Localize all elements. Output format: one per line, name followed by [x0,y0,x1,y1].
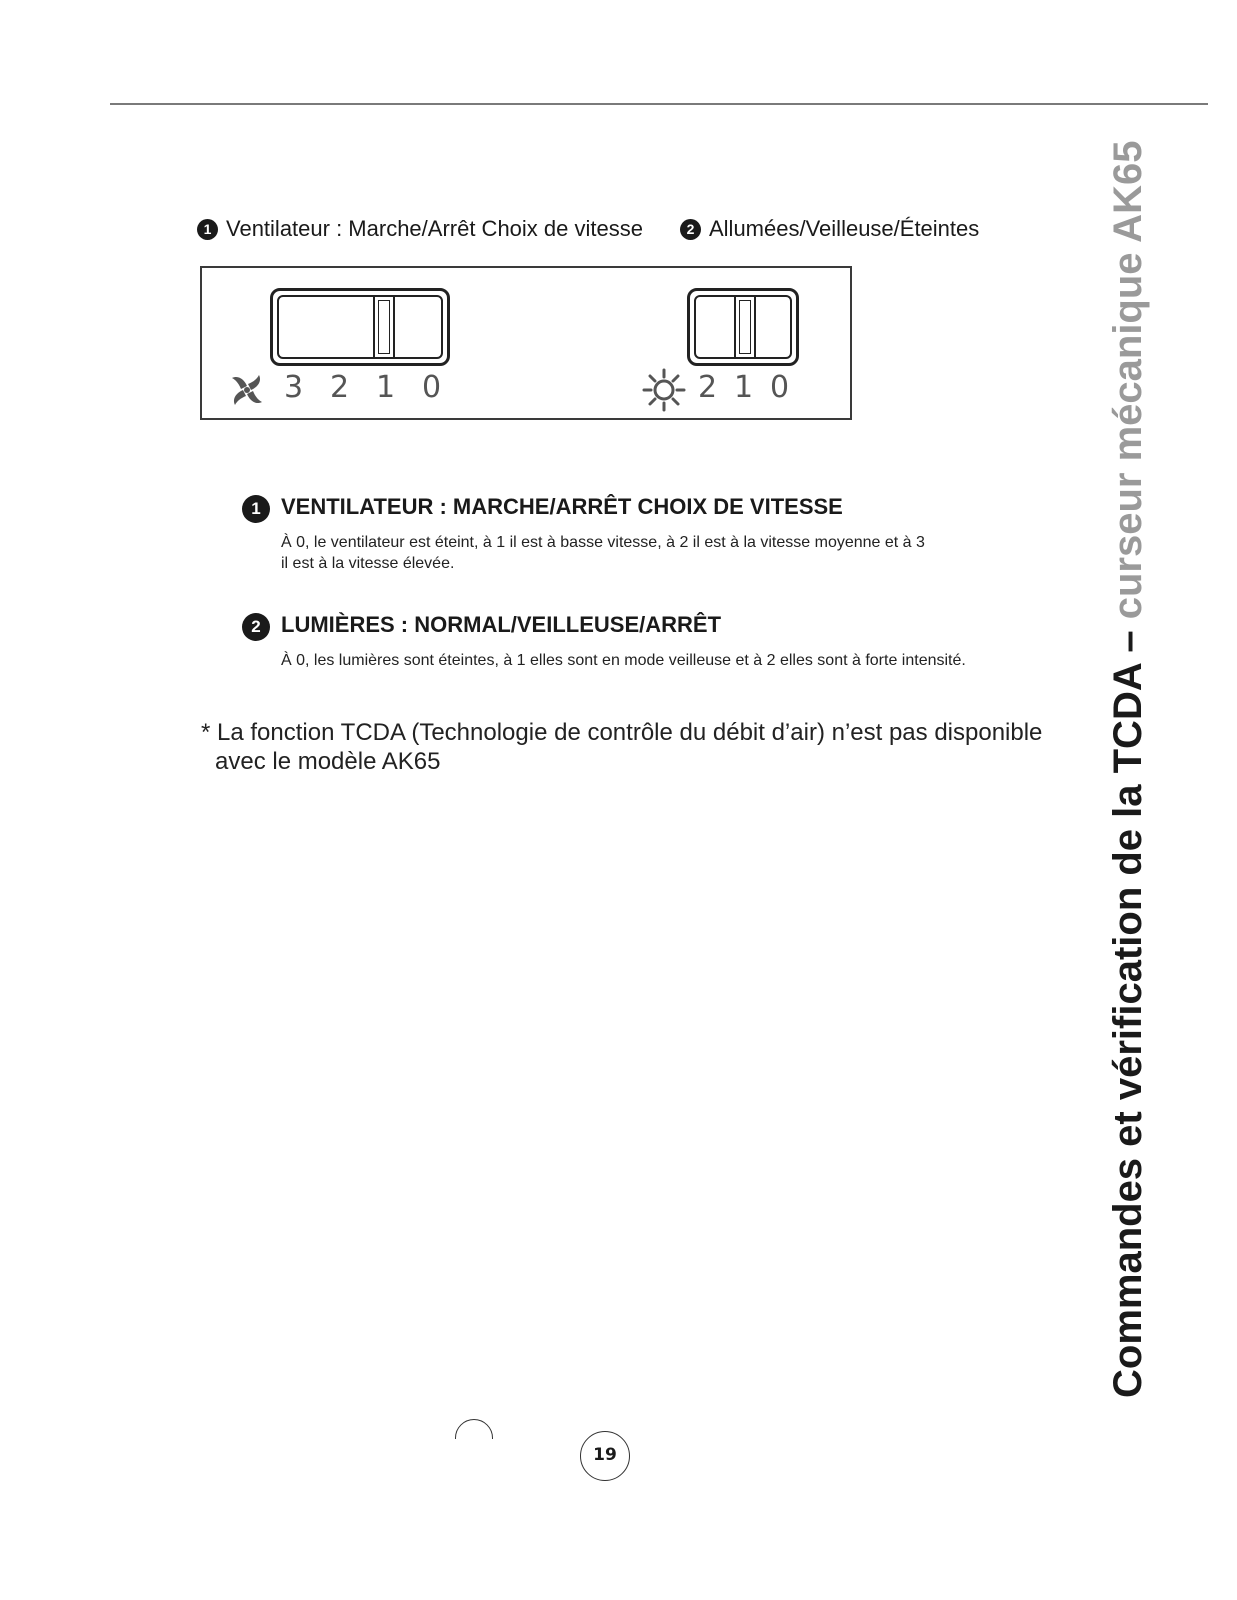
legend-label: Ventilateur : Marche/Arrêt Choix de vitesse [226,216,643,241]
side-title-sub: curseur mécanique AK65 [1106,140,1150,620]
slider-knob[interactable] [373,295,395,359]
footnote-line: avec le modèle AK65 [215,748,441,775]
legend-item-lights [680,215,979,243]
number-badge: 2 [242,613,270,641]
scale-label: 1 [734,370,754,405]
number-badge: 2 [680,219,701,240]
light-mode-slider[interactable] [687,288,799,366]
body-line: il est à la vitesse élevée. [281,555,455,572]
number-badge: 1 [242,495,270,523]
section-heading-lights [242,611,721,641]
body-line: À 0, les lumières sont éteintes, à 1 elles sont en mode veilleuse et à 2 elles sont à forte intensité. [281,652,966,669]
scale-label: 2 [698,370,718,405]
section-heading-fan [242,493,843,523]
side-title-main: Commandes et vérification de la TCDA [1106,663,1150,1398]
scale-label: 2 [330,370,350,405]
footnote-line: * La fonction TCDA (Technologie de contrôle du débit d’air) n’est pas disponible [201,719,1043,746]
section-body-fan [281,532,925,574]
side-title-dash: – [1106,619,1150,664]
sun-icon [642,368,686,412]
fan-icon [226,369,268,411]
scale-label: 0 [770,370,790,405]
top-divider [110,103,1208,105]
section-body-lights [281,650,966,671]
legend-label: Allumées/Veilleuse/Éteintes [709,216,980,241]
control-panel-illustration [200,266,852,420]
scale-label: 3 [284,370,304,405]
scale-label: 0 [422,370,442,405]
section-title: VENTILATEUR : MARCHE/ARRÊT CHOIX DE VITESSE [281,494,843,519]
scale-label: 1 [376,370,396,405]
slider-knob[interactable] [734,295,756,359]
legend-item-fan [197,215,643,243]
decorative-arc [455,1419,495,1439]
footnote [201,718,1042,776]
fan-speed-slider[interactable] [270,288,450,366]
fan-speed-scale [284,371,452,405]
page-number: 19 [580,1431,630,1481]
body-line: À 0, le ventilateur est éteint, à 1 il est à basse vitesse, à 2 il est à la vitesse moyenne et à 3 [281,534,925,551]
side-title [1104,141,1152,1398]
section-title: LUMIÈRES : NORMAL/VEILLEUSE/ARRÊT [281,612,722,637]
number-badge: 1 [197,219,218,240]
light-mode-scale [698,371,800,405]
